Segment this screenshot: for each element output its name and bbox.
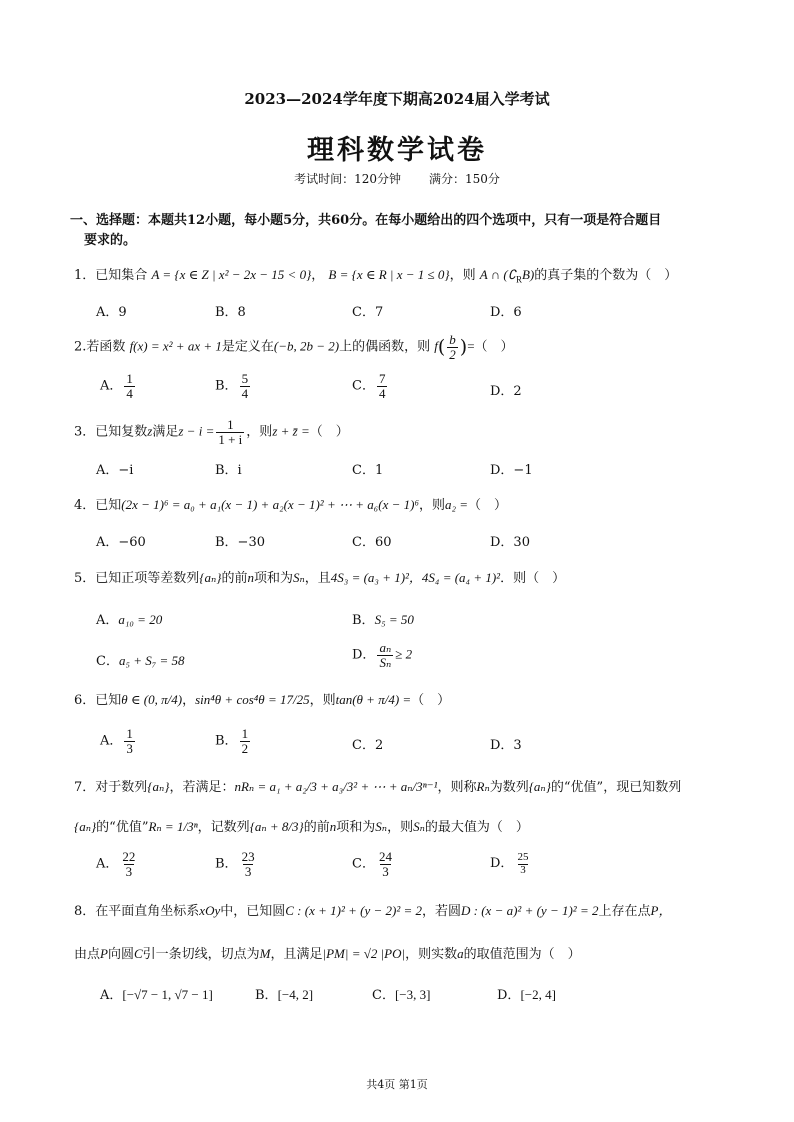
- math-expression: C : (x + 1)² + (y − 2)² = 2: [285, 903, 422, 918]
- math-interval: [−4, 2]: [277, 987, 314, 1002]
- exam-header: 2023—2024学年度下期高2024届入学考试: [244, 90, 550, 108]
- question-text: 由点: [74, 947, 101, 962]
- math-variable: n: [329, 819, 337, 834]
- frac-denominator: 3: [125, 863, 133, 879]
- option-a[interactable]: [100, 727, 137, 755]
- option-label: D．: [352, 647, 376, 663]
- question-text: 的最大值为（ ）: [424, 820, 529, 835]
- question-7: [74, 776, 681, 795]
- question-text: 上存在点: [598, 904, 651, 919]
- question-text: 的前: [303, 820, 330, 835]
- option-label: B．: [215, 733, 238, 749]
- option-d[interactable]: D．2: [490, 384, 522, 399]
- question-text: ，则: [418, 498, 445, 513]
- option-a[interactable]: A．−60: [96, 535, 146, 550]
- option-b[interactable]: [215, 850, 259, 878]
- frac-numerator: 1: [227, 417, 234, 432]
- question-text: 项和为: [336, 820, 376, 835]
- math-variable: a: [457, 946, 464, 961]
- option-a[interactable]: [100, 372, 137, 400]
- frac-numerator: 1: [126, 726, 133, 741]
- question-8-line2: [74, 943, 581, 962]
- question-text: ，则: [387, 820, 414, 835]
- math-expression: ≥ 2: [395, 646, 413, 662]
- option-label: A．: [96, 613, 119, 628]
- math-interval: [−2, 4]: [520, 987, 556, 1002]
- math-function: f(x) = x² + ax + 1: [129, 338, 222, 354]
- option-label: C．: [352, 378, 375, 394]
- frac-numerator: 22: [122, 849, 136, 864]
- frac-denominator: 4: [126, 385, 133, 401]
- question-number: 8．: [74, 904, 96, 919]
- frac-denominator: 4: [378, 385, 386, 401]
- option-b[interactable]: [352, 609, 414, 628]
- question-text: 中，已知圆: [220, 904, 286, 919]
- question-3: [74, 418, 349, 446]
- option-b[interactable]: B．8: [215, 305, 246, 320]
- question-number: 1．: [74, 268, 96, 283]
- question-text: 为数列: [489, 780, 529, 795]
- frac-denominator: Sₙ: [379, 654, 392, 670]
- option-label: A．: [96, 856, 119, 872]
- question-text: 若函数: [86, 339, 126, 355]
- question-text: ，且: [304, 571, 331, 586]
- option-label: D．: [490, 856, 514, 872]
- frac-denominator: 3: [382, 863, 389, 879]
- question-text: ，则称: [437, 780, 477, 795]
- frac-numerator: 5: [241, 371, 249, 386]
- option-b[interactable]: [215, 372, 252, 400]
- question-text: ，则: [309, 693, 336, 708]
- exam-info: [0, 170, 794, 187]
- question-text: 上的偶函数，则: [339, 339, 431, 355]
- math-expression: B): [521, 267, 535, 282]
- frac-numerator: aₙ: [379, 640, 392, 655]
- math-expression: θ ∈ (0, π/4): [121, 692, 183, 707]
- math-function: f: [434, 338, 438, 354]
- question-number: 3．: [74, 424, 96, 440]
- frac-numerator: b: [449, 332, 456, 347]
- question-text: ，若圆: [422, 904, 462, 919]
- math-sequence: {aₙ}: [199, 570, 222, 585]
- page-title: 理科数学试卷: [307, 135, 487, 166]
- math-sequence: {aₙ}: [528, 779, 551, 794]
- option-label: C．: [96, 654, 119, 669]
- option-c[interactable]: [352, 372, 389, 400]
- math-variable: Rₙ: [476, 779, 490, 794]
- frac-numerator: 24: [378, 849, 392, 864]
- math-variable: P，: [650, 903, 672, 918]
- question-number: 6．: [74, 693, 96, 708]
- question-number: 2.: [74, 339, 87, 355]
- option-b[interactable]: [255, 984, 313, 1003]
- option-c[interactable]: C．2: [352, 738, 384, 753]
- math-interval: [−√7 − 1, √7 − 1]: [122, 987, 213, 1002]
- math-variable: C: [133, 946, 143, 961]
- option-a[interactable]: A．9: [96, 305, 127, 320]
- option-label: B．: [352, 613, 375, 628]
- option-label: B．: [255, 988, 278, 1003]
- option-b[interactable]: B．i: [215, 463, 242, 478]
- math-interval: [−3, 3]: [394, 987, 431, 1002]
- frac-denominator: 3: [244, 863, 252, 879]
- question-8: [74, 900, 671, 919]
- math-expression: (2x − 1)⁶ = a₀ + a₁(x − 1) + a₂(x − 1)² + ⋯ + a₆(x − 1)⁶: [121, 497, 419, 512]
- question-number: 4．: [74, 498, 96, 513]
- option-c[interactable]: C．1: [352, 463, 384, 478]
- math-expression: sin⁴θ + cos⁴θ = 17/25: [195, 692, 310, 707]
- math-expression: a₂ =: [445, 497, 469, 512]
- option-c[interactable]: [372, 984, 430, 1003]
- math-variable: M: [259, 946, 271, 961]
- math-expression: z − i =: [178, 423, 215, 439]
- question-6: 6．已知θ ∈ (0, π/4)，sin⁴θ + cos⁴θ = 17/25，则tan(θ + π/4) =（ ）: [74, 692, 451, 708]
- section-heading-line1: 一、选择题：本题共12小题，每小题5分，共60分。在每小题给出的四个选项中，只有一项是符合题目: [70, 213, 662, 228]
- frac-denominator: 2: [241, 740, 249, 756]
- frac-denominator: 2: [449, 346, 456, 362]
- math-expression: z + z̄ =: [272, 423, 310, 439]
- section-heading: [70, 211, 730, 251]
- option-label: C．: [372, 988, 395, 1003]
- question-text: 引一条切线，切点为: [142, 947, 260, 962]
- math-variable: z: [147, 423, 153, 439]
- math-expression: D : (x − a)² + (y − 1)² = 2: [461, 903, 599, 918]
- question-text: ，则: [246, 424, 273, 440]
- question-text: ．则（ ）: [500, 571, 566, 586]
- math-variable: xOy: [199, 903, 221, 918]
- question-text: 已知: [95, 498, 122, 513]
- question-text: 的取值范围为（ ）: [463, 947, 581, 962]
- math-sequence: {aₙ}: [74, 819, 97, 834]
- question-number: 5．: [74, 571, 96, 586]
- question-text: 的真子集的个数为（ ）: [534, 268, 678, 283]
- option-d[interactable]: [490, 852, 532, 876]
- frac-denominator: 3: [126, 740, 133, 756]
- option-label: A．: [100, 733, 123, 749]
- question-1: 1．已知集合 A = {x ∈ Z | x² − 2x − 15 < 0}， B = {x ∈ R | x − 1 ≤ 0}，则 A ∩ $(∁_RB)$的真子集的个数为（ ）: [74, 267, 678, 285]
- question-2: 2.若函数 f(x) = x² + ax + 1是定义在(−b, 2b − 2)上的偶函数，则 f( $\frac{b}{2}$ )=（ ）: [74, 332, 514, 362]
- question-text: 已知集合: [95, 268, 148, 283]
- math-variable: Sₙ: [293, 570, 305, 585]
- frac-denominator: 4: [241, 385, 249, 401]
- question-number: 7．: [74, 780, 96, 795]
- question-text: 已知复数: [95, 424, 148, 440]
- math-expression: a₅ + S₇ = 58: [118, 653, 185, 668]
- option-b[interactable]: [215, 727, 252, 755]
- question-7-line2: [74, 816, 529, 835]
- math-expression: tan(θ + π/4) =: [335, 692, 412, 707]
- option-a[interactable]: A．−i: [96, 463, 134, 478]
- option-c[interactable]: [352, 850, 396, 878]
- option-label: C．: [352, 856, 375, 872]
- math-expression: 4S₃ = (a₃ + 1)²，4S₄ = (a₄ + 1)²: [330, 570, 501, 585]
- question-text: 的“优值”: [96, 820, 149, 835]
- question-text: 已知正项等差数列: [95, 571, 200, 586]
- question-text: 项和为: [253, 571, 293, 586]
- frac-numerator: 23: [241, 849, 255, 864]
- math-variable: n: [247, 570, 254, 585]
- question-text: ，若满足：: [169, 780, 235, 795]
- math-variable: Sₙ: [375, 819, 388, 834]
- frac-numerator: 1: [126, 371, 133, 386]
- math-interval: (−b, 2b − 2): [273, 338, 340, 354]
- question-text: （ ）: [468, 498, 508, 513]
- math-expression: |PM| = √2 |PO|: [322, 946, 406, 961]
- option-label: A．: [100, 988, 123, 1003]
- option-d[interactable]: D．3: [490, 738, 522, 753]
- option-c[interactable]: [96, 650, 185, 669]
- option-d[interactable]: D．−1: [490, 463, 533, 478]
- frac-numerator: 25: [517, 851, 529, 863]
- frac-denominator: 1 + i: [218, 431, 243, 447]
- question-text: 的前: [221, 571, 248, 586]
- question-text: 已知: [95, 693, 122, 708]
- page-footer: 共4页 第1页: [366, 1078, 428, 1091]
- option-b[interactable]: B．−30: [215, 535, 265, 550]
- option-d[interactable]: [352, 641, 412, 669]
- question-text: ，则: [449, 268, 476, 283]
- math-expression: Rₙ = 1/3ⁿ: [148, 819, 198, 834]
- question-5: [74, 567, 565, 586]
- question-text: 的“优值”，现已知数列: [550, 780, 682, 795]
- question-text: 向圆: [107, 947, 134, 962]
- frac-denominator: 3: [520, 863, 526, 876]
- section-heading-line2: 要求的。: [84, 233, 137, 248]
- question-text: ，则实数: [405, 947, 458, 962]
- math-expression: A ∩ (∁: [479, 267, 516, 282]
- option-c[interactable]: C．60: [352, 535, 392, 550]
- option-a[interactable]: [100, 984, 213, 1003]
- question-text: 是定义在: [221, 339, 274, 355]
- question-text: 在平面直角坐标系: [95, 904, 200, 919]
- option-d[interactable]: [497, 984, 556, 1003]
- option-label: A．: [100, 378, 123, 394]
- option-d[interactable]: D．6: [490, 305, 522, 320]
- math-variable: Sₙ: [413, 819, 425, 834]
- option-c[interactable]: C．7: [352, 305, 384, 320]
- frac-numerator: 1: [241, 726, 249, 741]
- option-a[interactable]: [96, 850, 139, 878]
- question-text: 对于数列: [95, 780, 148, 795]
- option-label: D．: [497, 988, 521, 1003]
- question-text: （ ）: [309, 424, 349, 440]
- math-expression: a₁₀ = 20: [118, 612, 163, 627]
- question-4: [74, 494, 507, 513]
- option-a[interactable]: [96, 609, 162, 628]
- math-expression: nRₙ = a₁ + a₂/3 + a₃/3² + ⋯ + aₙ/3ⁿ⁻¹: [234, 779, 438, 794]
- question-text: ，记数列: [197, 820, 250, 835]
- math-expression: S₅ = 50: [374, 612, 414, 627]
- math-equals: =: [467, 338, 475, 354]
- math-sequence: {aₙ}: [147, 779, 170, 794]
- option-d[interactable]: D．30: [490, 535, 530, 550]
- option-label: B．: [215, 856, 238, 872]
- question-text: （ ）: [474, 339, 514, 355]
- question-text: ，且满足: [270, 947, 323, 962]
- math-sequence: {aₙ + 8/3}: [249, 819, 304, 834]
- question-text: 满足: [152, 424, 179, 440]
- option-label: B．: [215, 378, 238, 394]
- frac-numerator: 7: [378, 371, 386, 386]
- math-set-b: B = {x ∈ R | x − 1 ≤ 0}: [328, 267, 450, 282]
- question-text: （ ）: [411, 693, 451, 708]
- exam-score: 满分：150分: [429, 172, 500, 186]
- math-set-a: A = {x ∈ Z | x² − 2x − 15 < 0}: [151, 267, 312, 282]
- exam-time: 考试时间：120分钟: [294, 172, 401, 186]
- math-variable: P: [100, 946, 108, 961]
